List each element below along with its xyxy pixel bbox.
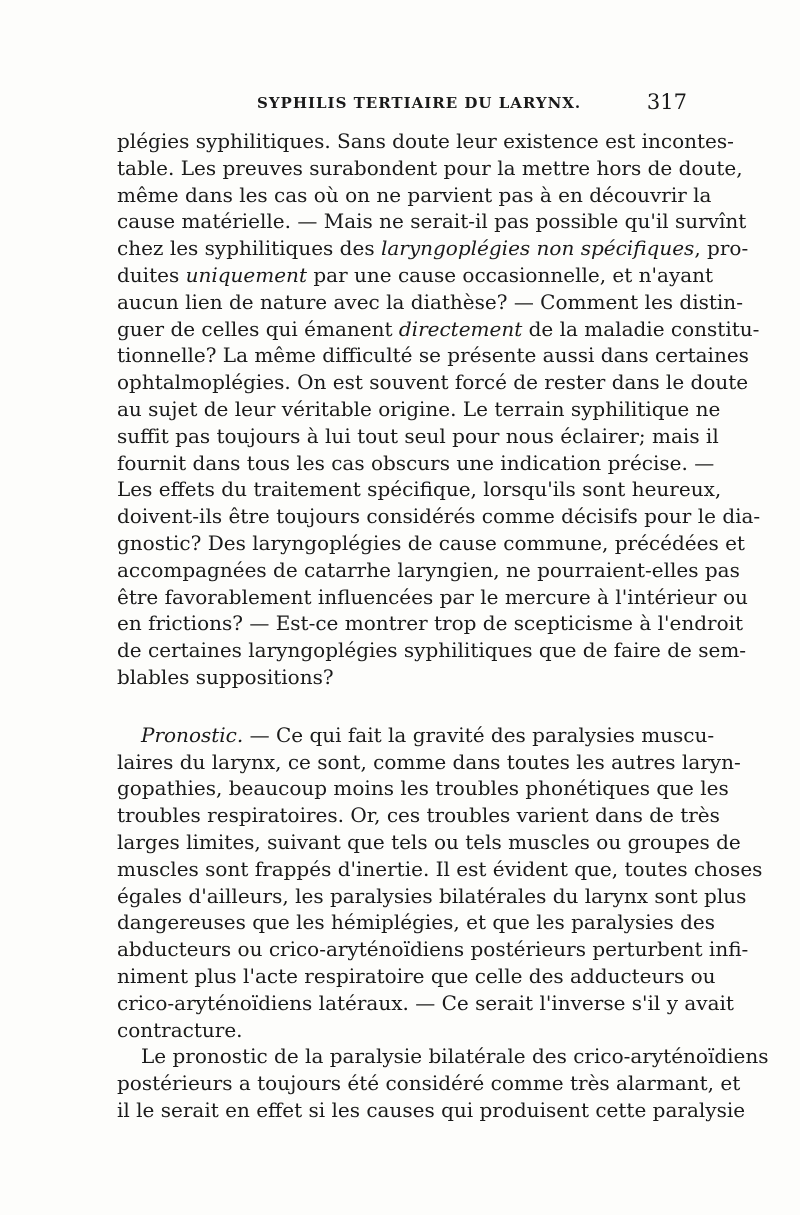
text-line: être favorablement influencées par le mercure à l'intérieur ou bbox=[117, 584, 748, 609]
text-line: aucun lien de nature avec la diathèse? — Comment les distin- bbox=[117, 289, 743, 314]
running-title: SYPHILIS TERTIAIRE DU LARYNX. bbox=[257, 94, 582, 112]
text-line: tionnelle? La même difficulté se présente aussi dans certaines bbox=[117, 343, 749, 368]
text-line: accompagnées de catarrhe laryngien, ne pourraient-elles pas bbox=[117, 557, 740, 582]
page-number: 317 bbox=[646, 90, 687, 114]
text-line: duites uniquement par une cause occasionnelle, et n'ayant bbox=[117, 262, 714, 287]
text-line: Le pronostic de la paralysie bilatérale des crico-aryténoïdiens bbox=[141, 1044, 769, 1069]
text-line: Pronostic. — Ce qui fait la gravité des paralysies muscu- bbox=[141, 722, 715, 747]
text-line: blables suppositions? bbox=[117, 664, 334, 689]
text-line: troubles respiratoires. Or, ces troubles varient dans de très bbox=[117, 803, 720, 828]
text-line: crico-aryténoïdiens latéraux. — Ce serait l'inverse s'il y avait bbox=[117, 990, 734, 1015]
paragraph-gap bbox=[117, 691, 687, 722]
page-header bbox=[117, 90, 687, 120]
text-line: muscles sont frappés d'inertie. Il est évident que, toutes choses bbox=[117, 856, 763, 881]
text-line: gopathies, beaucoup moins les troubles phonétiques que les bbox=[117, 776, 729, 801]
text-line: dangereuses que les hémiplégies, et que les paralysies des bbox=[117, 910, 715, 935]
text-line: gnostic? Des laryngoplégies de cause commune, précédées et bbox=[117, 530, 745, 555]
text-line: égales d'ailleurs, les paralysies bilatérales du larynx sont plus bbox=[117, 883, 747, 908]
paragraph-continuation bbox=[117, 128, 761, 691]
text-line: Les effets du traitement spécifique, lorsqu'ils sont heureux, bbox=[117, 477, 722, 502]
text-line: fournit dans tous les cas obscurs une indication précise. — bbox=[117, 450, 715, 475]
text-line: il le serait en effet si les causes qui produisent cette paralysie bbox=[117, 1097, 746, 1122]
body-text bbox=[117, 128, 769, 1124]
text-line: même dans les cas où on ne parvient pas à en découvrir la bbox=[117, 182, 712, 207]
text-line: chez les syphilitiques des laryngoplégies non spécifiques, pro- bbox=[117, 236, 749, 261]
text-line: postérieurs a toujours été considéré comme très alarmant, et bbox=[117, 1071, 741, 1096]
paragraph-pronostic-bilateral bbox=[117, 1043, 769, 1123]
text-line: doivent-ils être toujours considérés comme décisifs pour le dia- bbox=[117, 504, 761, 529]
text-line: contracture. bbox=[117, 1017, 243, 1042]
paragraph-pronostic bbox=[117, 722, 763, 1044]
text-line: plégies syphilitiques. Sans doute leur existence est incontes- bbox=[117, 129, 734, 153]
text-line: suffit pas toujours à lui tout seul pour nous éclairer; mais il bbox=[117, 423, 719, 448]
text-line: guer de celles qui émanent directement de la maladie constitu- bbox=[117, 316, 760, 341]
text-line: larges limites, suivant que tels ou tels muscles ou groupes de bbox=[117, 829, 741, 854]
text-line: ophtalmoplégies. On est souvent forcé de rester dans le doute bbox=[117, 370, 749, 395]
text-line: en frictions? — Est-ce montrer trop de scepticisme à l'endroit bbox=[117, 611, 744, 636]
text-line: niment plus l'acte respiratoire que celle des adducteurs ou bbox=[117, 963, 716, 988]
text-line: cause matérielle. — Mais ne serait-il pas possible qu'il survînt bbox=[117, 209, 747, 234]
text-line: de certaines laryngoplégies syphilitiques que de faire de sem- bbox=[117, 638, 747, 663]
text-line: abducteurs ou crico-aryténoïdiens postérieurs perturbent infi- bbox=[117, 937, 749, 962]
text-line: au sujet de leur véritable origine. Le terrain syphilitique ne bbox=[117, 396, 721, 421]
text-line: laires du larynx, ce sont, comme dans toutes les autres laryn- bbox=[117, 749, 741, 774]
text-line: table. Les preuves surabondent pour la mettre hors de doute, bbox=[117, 155, 743, 180]
